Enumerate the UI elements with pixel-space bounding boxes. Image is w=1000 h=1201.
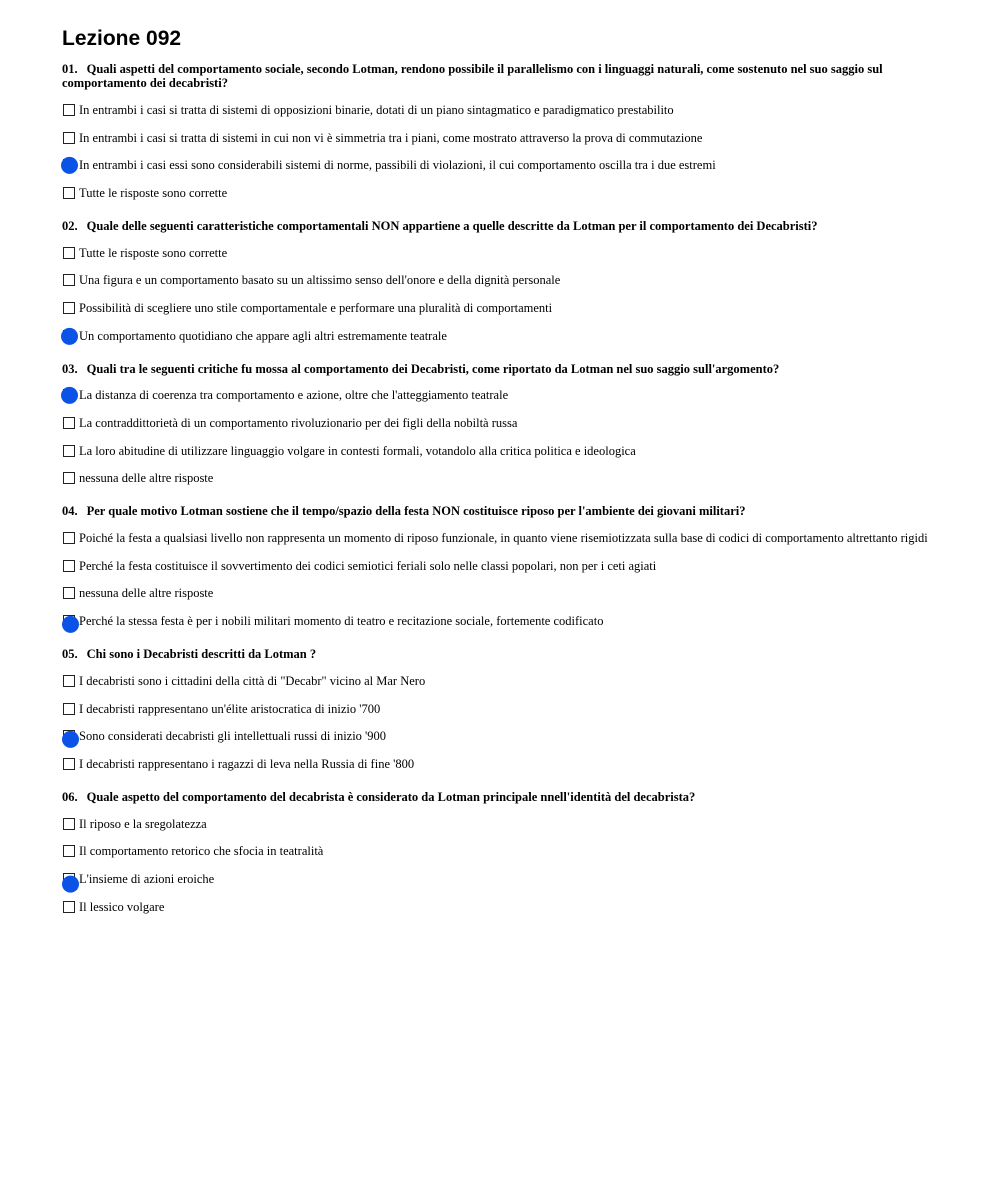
question-number: 03.	[62, 361, 78, 376]
answer-option[interactable]	[62, 239, 942, 267]
selected-answer-dot-icon	[62, 876, 79, 893]
answer-text: L'insieme di azioni eroiche	[79, 871, 215, 886]
answer-checkbox[interactable]	[63, 274, 75, 286]
answer-text: Il riposo e la sregolatezza	[79, 816, 207, 831]
answer-checkbox[interactable]	[63, 901, 75, 913]
answer-checkbox[interactable]	[63, 247, 75, 259]
answer-text: In entrambi i casi si tratta di sistemi in cui non vi è simmetria tra i piani, come mostrato attraverso la prova di commutazione	[79, 130, 703, 145]
answer-option[interactable]	[62, 695, 942, 723]
question-block	[62, 647, 942, 778]
answer-text: Perché la festa costituisce il sovvertimento dei codici semiotici feriali solo nelle classi popolari, non per i ceti agiati	[79, 558, 657, 573]
answer-option[interactable]	[62, 865, 942, 893]
answer-option[interactable]	[62, 552, 942, 580]
answer-text: I decabristi sono i cittadini della città di "Decabr" vicino al Mar Nero	[79, 673, 426, 688]
answer-option[interactable]	[62, 151, 942, 179]
answer-option[interactable]	[62, 810, 942, 838]
answer-checkbox[interactable]	[63, 845, 75, 857]
answer-checkbox[interactable]	[63, 132, 75, 144]
answer-checkbox[interactable]	[63, 472, 75, 484]
quiz-page	[62, 26, 942, 933]
answer-option[interactable]	[62, 524, 942, 552]
answer-option[interactable]	[62, 437, 942, 465]
answer-option[interactable]	[62, 124, 942, 152]
answer-checkbox[interactable]	[63, 302, 75, 314]
answer-option[interactable]	[62, 322, 942, 350]
answer-checkbox[interactable]	[63, 417, 75, 429]
answer-text: La distanza di coerenza tra comportamento e azione, oltre che l'atteggiamento teatrale	[79, 388, 509, 403]
answer-option[interactable]	[62, 893, 942, 921]
question-body: Quale delle seguenti caratteristiche comportamentali NON appartiene a quelle descritte da Lotman per il comportamento dei Decabristi?	[86, 218, 818, 233]
question-number: 06.	[62, 789, 78, 804]
answer-checkbox[interactable]	[63, 560, 75, 572]
answer-text: Tutte le risposte sono corrette	[79, 185, 228, 200]
question-text	[62, 647, 942, 661]
answer-text: nessuna delle altre risposte	[79, 586, 214, 601]
answer-option[interactable]	[62, 96, 942, 124]
answer-text: Perché la stessa festa è per i nobili militari momento di teatro e recitazione sociale, fortemente codificato	[79, 614, 604, 629]
question-body: Per quale motivo Lotman sostiene che il tempo/spazio della festa NON costituisce riposo per l'ambiente dei giovani militari?	[86, 504, 746, 519]
question-body: Quali aspetti del comportamento sociale, secondo Lotman, rendono possibile il parallelismo con i linguaggi naturali, come sostenuto nel suo saggio sul comportamento dei decabristi?	[62, 62, 883, 90]
answer-option[interactable]	[62, 837, 942, 865]
answer-text: I decabristi rappresentano un'élite aristocratica di inizio '700	[79, 701, 381, 716]
question-text	[62, 362, 942, 376]
selected-answer-dot-icon	[62, 731, 79, 748]
question-number: 01.	[62, 62, 78, 76]
answer-option[interactable]	[62, 382, 942, 410]
question-block	[62, 504, 942, 635]
question-number: 05.	[62, 647, 78, 661]
question-body: Quale aspetto del comportamento del decabrista è considerato da Lotman principale nnell'identità del decabrista?	[86, 789, 696, 804]
question-body: Chi sono i Decabristi descritti da Lotman ?	[86, 647, 317, 661]
answer-option[interactable]	[62, 607, 942, 635]
answer-option[interactable]	[62, 294, 942, 322]
answer-checkbox[interactable]	[63, 703, 75, 715]
answer-text: Il comportamento retorico che sfocia in teatralità	[79, 844, 324, 859]
answer-text: La loro abitudine di utilizzare linguaggio volgare in contesti formali, votandolo alla critica politica e ideologica	[79, 443, 636, 458]
answer-text: Il lessico volgare	[79, 899, 165, 914]
question-block	[62, 362, 942, 493]
answer-option[interactable]	[62, 409, 942, 437]
answer-text: Una figura e un comportamento basato su un altissimo senso dell'onore e della dignità personale	[79, 273, 561, 288]
question-text	[62, 790, 942, 804]
answer-text: In entrambi i casi si tratta di sistemi di opposizioni binarie, dotati di un piano sintagmatico e paradigmatico prestabilito	[79, 102, 674, 117]
answer-checkbox[interactable]	[63, 587, 75, 599]
selected-answer-dot-icon	[62, 616, 79, 633]
question-text	[62, 504, 942, 518]
question-number: 04.	[62, 504, 78, 519]
answer-text: Poiché la festa a qualsiasi livello non rappresenta un momento di riposo funzionale, in quanto viene risemiotizzata sulla base di codici di comportamento altrettanto rigidi	[79, 531, 928, 546]
answer-checkbox[interactable]	[63, 675, 75, 687]
answer-text: In entrambi i casi essi sono considerabili sistemi di norme, passibili di violazioni, il cui comportamento oscilla tra i due estremi	[79, 158, 716, 173]
answer-option[interactable]	[62, 179, 942, 207]
answer-text: Tutte le risposte sono corrette	[79, 245, 228, 260]
answer-option[interactable]	[62, 750, 942, 778]
answer-checkbox[interactable]	[63, 445, 75, 457]
question-text	[62, 219, 942, 233]
page-title: Lezione 092	[62, 27, 182, 50]
answer-option[interactable]	[62, 667, 942, 695]
selected-answer-dot-icon	[61, 387, 78, 404]
answer-text: Un comportamento quotidiano che appare agli altri estremamente teatrale	[79, 328, 447, 343]
question-number: 02.	[62, 218, 78, 233]
answer-checkbox[interactable]	[63, 818, 75, 830]
answer-checkbox[interactable]	[63, 758, 75, 770]
answer-text: Possibilità di scegliere uno stile comportamentale e performare una pluralità di comportamenti	[79, 300, 553, 315]
answer-text: Sono considerati decabristi gli intellettuali russi di inizio '900	[79, 729, 387, 744]
answer-text: I decabristi rappresentano i ragazzi di leva nella Russia di fine '800	[79, 756, 415, 771]
selected-answer-dot-icon	[61, 157, 78, 174]
question-text	[62, 62, 942, 90]
answer-text: nessuna delle altre risposte	[79, 471, 214, 486]
question-block	[62, 790, 942, 921]
selected-answer-dot-icon	[61, 327, 78, 344]
question-block	[62, 219, 942, 350]
answer-checkbox[interactable]	[63, 532, 75, 544]
answer-option[interactable]	[62, 580, 942, 608]
answer-checkbox[interactable]	[63, 187, 75, 199]
question-body: Quali tra le seguenti critiche fu mossa al comportamento dei Decabristi, come riportato da Lotman nel suo saggio sull'argomento?	[86, 361, 780, 376]
question-block	[62, 62, 942, 207]
answer-checkbox[interactable]	[63, 104, 75, 116]
answer-option[interactable]	[62, 266, 942, 294]
answer-text: La contraddittorietà di un comportamento rivoluzionario per dei figli della nobiltà russa	[79, 416, 518, 431]
answer-option[interactable]	[62, 465, 942, 493]
question-list	[62, 62, 942, 921]
answer-option[interactable]	[62, 722, 942, 750]
